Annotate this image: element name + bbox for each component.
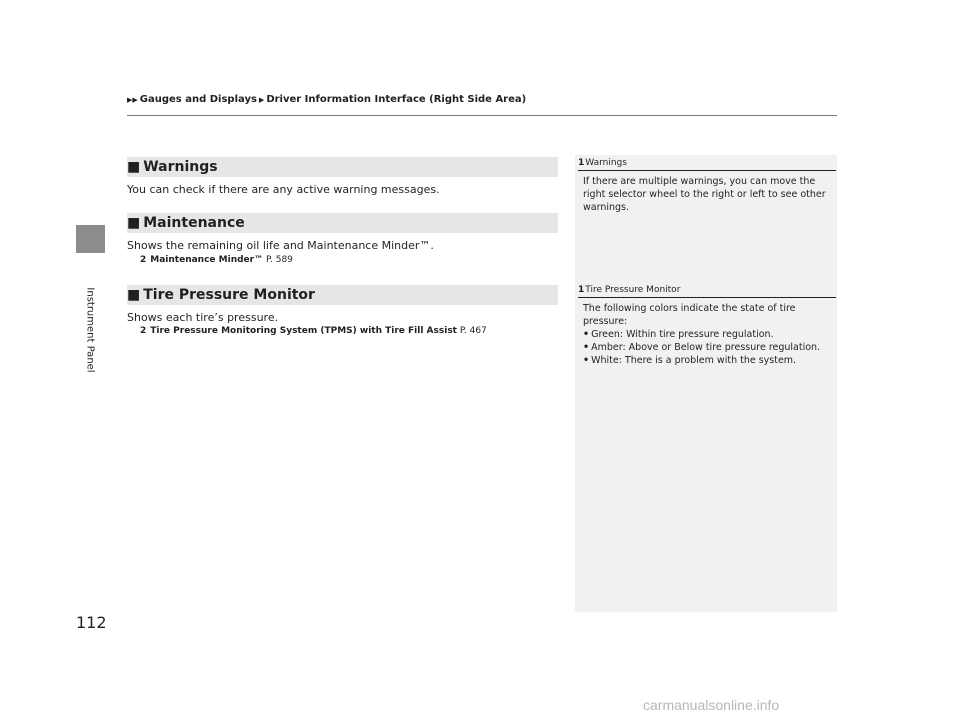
section-body: Shows the remaining oil life and Maintenance Minder™. (127, 239, 434, 252)
note-heading (578, 285, 836, 295)
note-text: If there are multiple warnings, you can move the right selector wheel to the right or left to see other warnings. (583, 176, 826, 213)
list-item: • White: There is a problem with the system. (583, 354, 833, 367)
notes-panel (575, 155, 837, 612)
note-text (583, 302, 833, 367)
cross-reference-link[interactable] (140, 326, 487, 336)
note-divider (578, 297, 836, 298)
header-divider (127, 115, 837, 116)
note-paragraph: The following colors indicate the state of tire pressure: (583, 303, 796, 327)
square-icon: ■ (127, 287, 141, 303)
section-heading-text: Warnings (143, 159, 218, 175)
note-divider (578, 170, 836, 171)
watermark: carmanualsonline.info (643, 697, 780, 713)
triangle-right-icon: ▶▶ (127, 96, 138, 104)
xref-page: P. 467 (459, 326, 487, 336)
side-tab-label: Instrument Panel (84, 287, 96, 373)
xref-title: Maintenance Minder™ (150, 255, 264, 265)
cross-reference-link[interactable] (140, 255, 293, 265)
note-number: 1 (578, 285, 585, 295)
list-item: • Green: Within tire pressure regulation. (583, 328, 833, 341)
breadcrumb-item[interactable]: Gauges and Displays (139, 94, 257, 105)
side-tab-marker (76, 225, 105, 253)
reference-icon: 2 (140, 326, 147, 336)
page-number: 112 (76, 613, 107, 632)
square-icon: ■ (127, 215, 141, 231)
section-heading-tire-pressure-monitor (127, 285, 558, 305)
note-number: 1 (578, 158, 585, 168)
breadcrumb-item[interactable]: Driver Information Interface (Right Side Area) (266, 94, 527, 105)
section-heading-maintenance (127, 213, 558, 233)
section-heading-warnings (127, 157, 558, 177)
section-heading-text: Tire Pressure Monitor (143, 287, 315, 303)
breadcrumb (127, 94, 526, 105)
list-item: • Amber: Above or Below tire pressure regulation. (583, 341, 833, 354)
note-bullet-list (583, 328, 833, 367)
section-heading-text: Maintenance (143, 215, 245, 231)
xref-page: P. 589 (265, 255, 293, 265)
note-title: Warnings (585, 158, 627, 168)
reference-icon: 2 (140, 255, 147, 265)
triangle-right-icon: ▶ (258, 96, 265, 104)
section-body: Shows each tire’s pressure. (127, 311, 279, 324)
square-icon: ■ (127, 159, 141, 175)
note-heading (578, 158, 836, 168)
note-title: Tire Pressure Monitor (585, 285, 681, 295)
section-body: You can check if there are any active warning messages. (127, 183, 440, 196)
xref-title: Tire Pressure Monitoring System (TPMS) with Tire Fill Assist (150, 326, 457, 336)
